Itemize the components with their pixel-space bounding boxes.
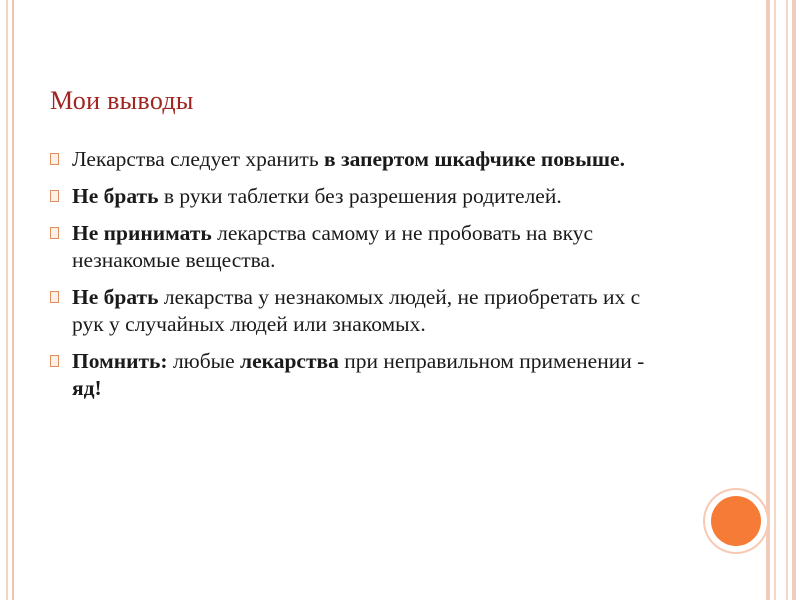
bullet-marker-icon (50, 227, 59, 239)
bullet-marker-icon (50, 291, 59, 303)
bullet-item (50, 183, 670, 210)
bullet-text-bold: Помнить: (72, 349, 168, 373)
bullet-text: любые (167, 349, 241, 373)
bullet-item (50, 348, 670, 402)
orange-circle-decoration (711, 496, 761, 546)
bullet-text: при неправильном применении - (338, 349, 645, 373)
bullet-text-bold: лекарства (240, 349, 339, 373)
bullet-text: в руки таблетки без разрешения родителей. (158, 184, 562, 208)
bullet-text-bold: Не брать (72, 285, 159, 309)
bullet-marker-icon (50, 355, 59, 367)
bullet-text: Лекарства следует хранить (72, 147, 324, 171)
bullet-item (50, 146, 670, 173)
bullet-marker-icon (50, 190, 59, 202)
bullet-list (50, 146, 670, 412)
bullet-text: лекарства самому и не пробовать на вкус незнакомые вещества. (72, 221, 594, 272)
bullet-text-bold: Не принимать (72, 221, 212, 245)
bullet-text-bold: Не брать (72, 184, 159, 208)
bullet-text-bold: яд! (72, 376, 102, 400)
bullet-text-bold: в запертом шкафчике повыше. (324, 147, 625, 171)
right-frame-decoration (762, 0, 800, 600)
bullet-text: лекарства у незнакомых людей, не приобретать их с рук у случайных людей или знакомых. (72, 285, 641, 336)
left-frame-decoration (0, 0, 14, 600)
slide-title: Мои выводы (50, 86, 194, 115)
bullet-item (50, 284, 670, 338)
bullet-item (50, 220, 670, 274)
bullet-marker-icon (50, 153, 59, 165)
